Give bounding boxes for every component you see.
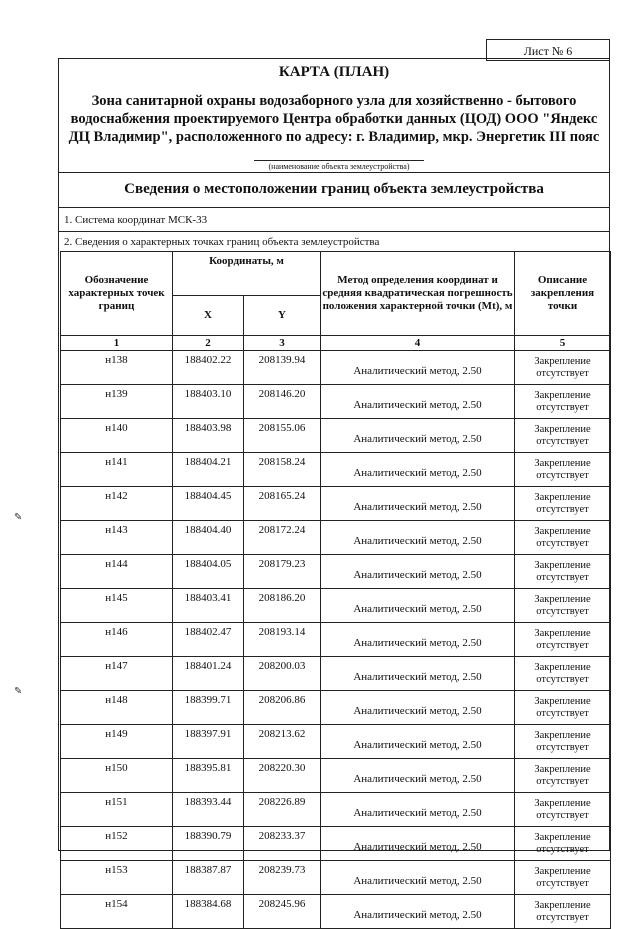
point-id: н147 — [61, 657, 173, 691]
fixing-line-2: отсутствует — [536, 469, 589, 481]
col-x: X — [173, 296, 244, 336]
coord-y: 208172.24 — [244, 521, 321, 555]
coord-y: 208213.62 — [244, 725, 321, 759]
fixing-line-2: отсутствует — [536, 639, 589, 651]
fixing-description — [515, 589, 611, 623]
method: Аналитический метод, 2.50 — [321, 759, 515, 793]
table-row — [61, 385, 611, 419]
table-row — [61, 827, 611, 861]
fixing-description — [515, 861, 611, 895]
coord-y: 208193.14 — [244, 623, 321, 657]
method: Аналитический метод, 2.50 — [321, 385, 515, 419]
fixing-line-1: Закрепление — [534, 831, 591, 843]
method: Аналитический метод, 2.50 — [321, 521, 515, 555]
margin-mark: ✎ — [14, 512, 23, 523]
col-y: Y — [244, 296, 321, 336]
method: Аналитический метод, 2.50 — [321, 419, 515, 453]
fixing-line-2: отсутствует — [536, 537, 589, 549]
table-row — [61, 793, 611, 827]
fixing-description — [515, 793, 611, 827]
coord-x: 188387.87 — [173, 861, 244, 895]
point-id: н152 — [61, 827, 173, 861]
fixing-line-1: Закрепление — [534, 797, 591, 809]
fixing-line-2: отсутствует — [536, 571, 589, 583]
col-number: 4 — [321, 336, 515, 351]
coord-x: 188404.05 — [173, 555, 244, 589]
col-fixing: Описание закрепления точки — [515, 252, 611, 336]
fixing-line-1: Закрепление — [534, 389, 591, 401]
col-number: 1 — [61, 336, 173, 351]
fixing-description — [515, 555, 611, 589]
table-row — [61, 419, 611, 453]
method: Аналитический метод, 2.50 — [321, 895, 515, 929]
coord-y: 208139.94 — [244, 351, 321, 385]
coord-x: 188395.81 — [173, 759, 244, 793]
fixing-description — [515, 827, 611, 861]
coord-y: 208200.03 — [244, 657, 321, 691]
fixing-description — [515, 759, 611, 793]
method: Аналитический метод, 2.50 — [321, 793, 515, 827]
margin-mark: ✎ — [14, 686, 23, 697]
coord-x: 188404.21 — [173, 453, 244, 487]
point-id: н148 — [61, 691, 173, 725]
divider-line — [58, 207, 610, 208]
table-row — [61, 351, 611, 385]
point-id: н141 — [61, 453, 173, 487]
fixing-description — [515, 895, 611, 929]
coord-y: 208165.24 — [244, 487, 321, 521]
col-designation: Обозначение характерных точек границ — [61, 252, 173, 336]
table-row — [61, 691, 611, 725]
coord-y: 208233.37 — [244, 827, 321, 861]
fixing-line-1: Закрепление — [534, 865, 591, 877]
table-row — [61, 895, 611, 929]
fixing-line-2: отсутствует — [536, 707, 589, 719]
coord-y: 208146.20 — [244, 385, 321, 419]
fixing-line-1: Закрепление — [534, 729, 591, 741]
fixing-line-1: Закрепление — [534, 457, 591, 469]
fixing-description — [515, 623, 611, 657]
table-row — [61, 759, 611, 793]
point-id: н150 — [61, 759, 173, 793]
method: Аналитический метод, 2.50 — [321, 487, 515, 521]
coord-x: 188404.45 — [173, 487, 244, 521]
coord-x: 188403.41 — [173, 589, 244, 623]
fixing-line-2: отсутствует — [536, 401, 589, 413]
point-id: н144 — [61, 555, 173, 589]
table-row — [61, 521, 611, 555]
coord-y: 208179.23 — [244, 555, 321, 589]
points-table — [60, 251, 611, 929]
fixing-line-2: отсутствует — [536, 775, 589, 787]
coord-y: 208220.30 — [244, 759, 321, 793]
coord-x: 188401.24 — [173, 657, 244, 691]
method: Аналитический метод, 2.50 — [321, 555, 515, 589]
table-row — [61, 657, 611, 691]
fixing-description — [515, 657, 611, 691]
coord-y: 208245.96 — [244, 895, 321, 929]
object-name: Зона санитарной охраны водозаборного узла для хозяйственно - бытового водоснабжения проектируемого Центра обработки данных (ЦОД) ООО "Яндекс ДЦ Владимир", расположенного по адресу: г. Владимир, мкр. Энергетик III пояс — [68, 93, 600, 145]
col-number: 5 — [515, 336, 611, 351]
point-id: н145 — [61, 589, 173, 623]
coord-x: 188403.98 — [173, 419, 244, 453]
method: Аналитический метод, 2.50 — [321, 623, 515, 657]
fixing-line-1: Закрепление — [534, 559, 591, 571]
point-id: н142 — [61, 487, 173, 521]
fixing-description — [515, 453, 611, 487]
coord-x: 188390.79 — [173, 827, 244, 861]
fixing-description — [515, 691, 611, 725]
coord-x: 188399.71 — [173, 691, 244, 725]
fixing-description — [515, 385, 611, 419]
fixing-line-2: отсутствует — [536, 503, 589, 515]
fixing-line-2: отсутствует — [536, 911, 589, 923]
fixing-line-2: отсутствует — [536, 435, 589, 447]
table-row — [61, 453, 611, 487]
method: Аналитический метод, 2.50 — [321, 827, 515, 861]
fixing-line-2: отсутствует — [536, 877, 589, 889]
object-caption: (наименование объекта землеустройства) — [254, 160, 424, 171]
coord-y: 208206.86 — [244, 691, 321, 725]
table-row — [61, 555, 611, 589]
fixing-line-2: отсутствует — [536, 605, 589, 617]
fixing-line-2: отсутствует — [536, 367, 589, 379]
fixing-line-1: Закрепление — [534, 525, 591, 537]
col-coordinates: Координаты, м — [173, 252, 321, 296]
divider-line — [58, 172, 610, 173]
coord-x: 188402.22 — [173, 351, 244, 385]
table-row — [61, 623, 611, 657]
fixing-line-2: отсутствует — [536, 741, 589, 753]
point-id: н138 — [61, 351, 173, 385]
table-row — [61, 861, 611, 895]
coord-y: 208239.73 — [244, 861, 321, 895]
table-row — [61, 725, 611, 759]
method: Аналитический метод, 2.50 — [321, 351, 515, 385]
point-id: н139 — [61, 385, 173, 419]
table-row — [61, 589, 611, 623]
point-id: н153 — [61, 861, 173, 895]
method: Аналитический метод, 2.50 — [321, 861, 515, 895]
method: Аналитический метод, 2.50 — [321, 725, 515, 759]
col-method: Метод определения координат и средняя квадратическая погрешность положения характерной точки (Mt), м — [321, 252, 515, 336]
fixing-line-1: Закрепление — [534, 593, 591, 605]
fixing-line-2: отсутствует — [536, 673, 589, 685]
fixing-line-1: Закрепление — [534, 899, 591, 911]
coord-x: 188402.47 — [173, 623, 244, 657]
table-row — [61, 487, 611, 521]
point-id: н143 — [61, 521, 173, 555]
fixing-description — [515, 521, 611, 555]
coord-y: 208158.24 — [244, 453, 321, 487]
fixing-line-2: отсутствует — [536, 843, 589, 855]
fixing-line-1: Закрепление — [534, 763, 591, 775]
point-id: н151 — [61, 793, 173, 827]
fixing-line-2: отсутствует — [536, 809, 589, 821]
method: Аналитический метод, 2.50 — [321, 589, 515, 623]
fixing-line-1: Закрепление — [534, 355, 591, 367]
coord-y: 208186.20 — [244, 589, 321, 623]
coord-y: 208155.06 — [244, 419, 321, 453]
fixing-description — [515, 351, 611, 385]
method: Аналитический метод, 2.50 — [321, 453, 515, 487]
point-id: н146 — [61, 623, 173, 657]
method: Аналитический метод, 2.50 — [321, 691, 515, 725]
point-id: н154 — [61, 895, 173, 929]
coord-x: 188397.91 — [173, 725, 244, 759]
fixing-line-1: Закрепление — [534, 491, 591, 503]
coord-x: 188403.10 — [173, 385, 244, 419]
fixing-description — [515, 725, 611, 759]
coord-x: 188384.68 — [173, 895, 244, 929]
coord-x: 188393.44 — [173, 793, 244, 827]
document-title: КАРТА (ПЛАН) — [278, 64, 390, 80]
point-id: н149 — [61, 725, 173, 759]
point-id: н140 — [61, 419, 173, 453]
sheet-number: Лист № 6 — [486, 39, 610, 61]
coord-x: 188404.40 — [173, 521, 244, 555]
section-title: Сведения о местоположении границ объекта землеустройства — [124, 181, 544, 197]
col-number: 3 — [244, 336, 321, 351]
fixing-line-1: Закрепление — [534, 695, 591, 707]
method: Аналитический метод, 2.50 — [321, 657, 515, 691]
fixing-line-1: Закрепление — [534, 627, 591, 639]
fixing-line-1: Закрепление — [534, 423, 591, 435]
coord-y: 208226.89 — [244, 793, 321, 827]
col-number: 2 — [173, 336, 244, 351]
points-heading: 2. Сведения о характерных точках границ объекта землеустройства — [64, 236, 380, 248]
coord-system: 1. Система координат МСК-33 — [64, 214, 208, 226]
fixing-description — [515, 487, 611, 521]
divider-line — [58, 231, 610, 232]
fixing-description — [515, 419, 611, 453]
fixing-line-1: Закрепление — [534, 661, 591, 673]
